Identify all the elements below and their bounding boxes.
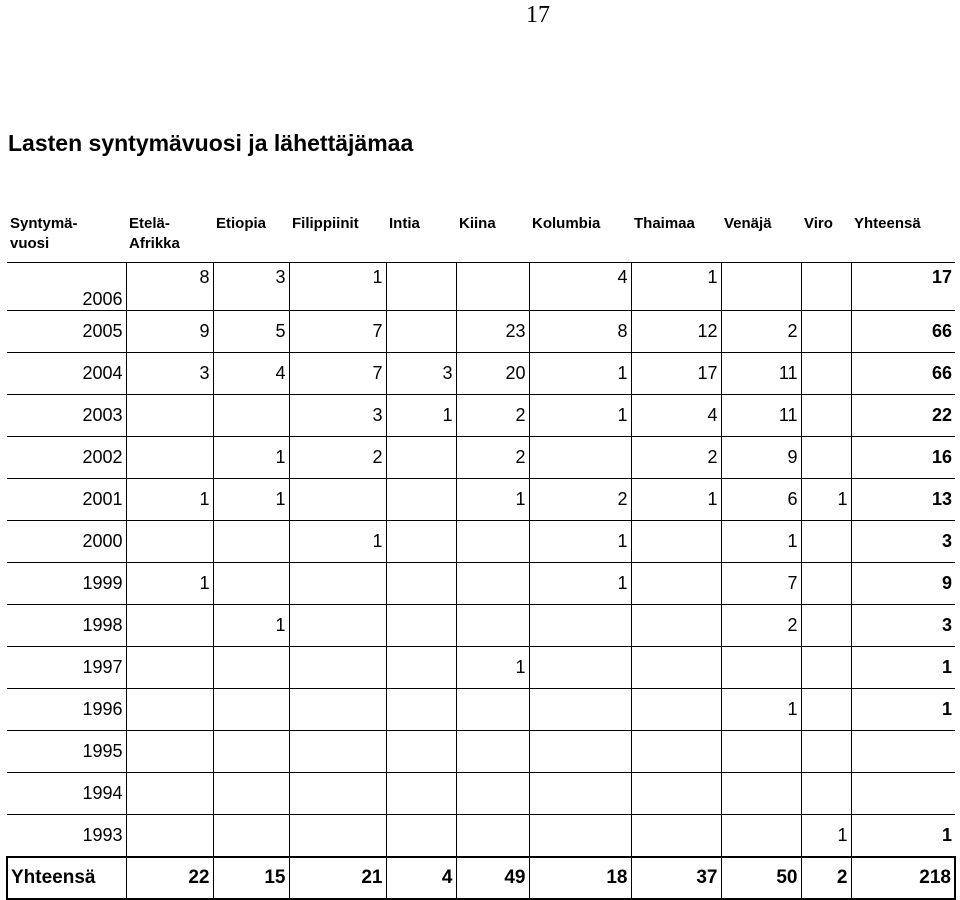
table-cell bbox=[126, 815, 213, 858]
table-cell bbox=[529, 815, 631, 858]
table-cell bbox=[529, 773, 631, 815]
table-cell bbox=[289, 647, 386, 689]
table-cell bbox=[126, 605, 213, 647]
table-cell: 2 bbox=[631, 437, 721, 479]
table-cell bbox=[631, 521, 721, 563]
header-label: Etelä- Afrikka bbox=[129, 215, 180, 252]
header-birth-year bbox=[7, 212, 126, 263]
total-cell: 50 bbox=[721, 857, 801, 899]
row-total: 3 bbox=[851, 605, 955, 647]
table-cell: 7 bbox=[289, 311, 386, 353]
table-cell bbox=[289, 689, 386, 731]
table-cell: 8 bbox=[529, 311, 631, 353]
table-cell: 3 bbox=[126, 353, 213, 395]
total-cell: 4 bbox=[386, 857, 456, 899]
table-cell bbox=[456, 815, 529, 858]
table-cell bbox=[386, 647, 456, 689]
page-title: Lasten syntymävuosi ja lähettäjämaa bbox=[8, 130, 414, 156]
table-cell bbox=[386, 773, 456, 815]
table-cell bbox=[213, 815, 289, 858]
table-cell: 4 bbox=[631, 395, 721, 437]
table-cell bbox=[529, 647, 631, 689]
table-cell: 12 bbox=[631, 311, 721, 353]
table-cell bbox=[456, 521, 529, 563]
table-cell: 7 bbox=[721, 563, 801, 605]
table-body bbox=[7, 263, 955, 858]
table-cell: 2 bbox=[529, 479, 631, 521]
total-cell: 49 bbox=[456, 857, 529, 899]
table-cell bbox=[631, 815, 721, 858]
table-cell bbox=[386, 521, 456, 563]
table-cell: 11 bbox=[721, 353, 801, 395]
table-cell bbox=[456, 773, 529, 815]
row-total: 66 bbox=[851, 353, 955, 395]
table-cell bbox=[386, 689, 456, 731]
page-number: 17 bbox=[526, 2, 550, 28]
table-cell bbox=[289, 773, 386, 815]
table-cell bbox=[456, 563, 529, 605]
table-cell bbox=[213, 773, 289, 815]
row-year: 1993 bbox=[7, 815, 126, 858]
table-cell bbox=[386, 311, 456, 353]
table-row bbox=[7, 605, 955, 647]
table-cell: 9 bbox=[126, 311, 213, 353]
header-estonia: Viro bbox=[804, 215, 833, 232]
table-cell: 4 bbox=[529, 263, 631, 311]
total-cell: 18 bbox=[529, 857, 631, 899]
table-row bbox=[7, 689, 955, 731]
table-cell: 1 bbox=[456, 479, 529, 521]
row-total: 1 bbox=[851, 689, 955, 731]
table-cell bbox=[126, 647, 213, 689]
row-year: 2001 bbox=[7, 479, 126, 521]
table-cell bbox=[801, 563, 851, 605]
row-year: 1997 bbox=[7, 647, 126, 689]
table-cell bbox=[213, 731, 289, 773]
table-cell: 2 bbox=[456, 437, 529, 479]
table-row bbox=[7, 521, 955, 563]
table-cell bbox=[801, 395, 851, 437]
row-total: 1 bbox=[851, 647, 955, 689]
table-cell bbox=[631, 731, 721, 773]
table-cell: 3 bbox=[289, 395, 386, 437]
table-cell bbox=[126, 395, 213, 437]
table-cell bbox=[721, 731, 801, 773]
table-cell bbox=[801, 353, 851, 395]
table-cell bbox=[631, 689, 721, 731]
table-cell bbox=[289, 815, 386, 858]
table-cell bbox=[213, 521, 289, 563]
table-cell: 1 bbox=[289, 521, 386, 563]
table-cell bbox=[289, 605, 386, 647]
table-cell bbox=[631, 563, 721, 605]
table-cell bbox=[529, 605, 631, 647]
table-row bbox=[7, 479, 955, 521]
table-row bbox=[7, 311, 955, 353]
table-cell bbox=[801, 263, 851, 311]
table-cell bbox=[386, 731, 456, 773]
table-cell: 1 bbox=[126, 479, 213, 521]
table-cell bbox=[801, 521, 851, 563]
table-cell: 1 bbox=[801, 479, 851, 521]
table-cell bbox=[289, 479, 386, 521]
row-total bbox=[851, 731, 955, 773]
total-cell: 2 bbox=[801, 857, 851, 899]
header-total: Yhteensä bbox=[854, 215, 921, 232]
table-row bbox=[7, 731, 955, 773]
table-cell: 1 bbox=[721, 521, 801, 563]
table-cell bbox=[126, 437, 213, 479]
table-cell bbox=[529, 731, 631, 773]
table-cell: 1 bbox=[801, 815, 851, 858]
header-philippines: Filippiinit bbox=[292, 215, 359, 232]
table-row bbox=[7, 647, 955, 689]
row-year: 1999 bbox=[7, 563, 126, 605]
table-cell bbox=[456, 731, 529, 773]
header-ethiopia: Etiopia bbox=[216, 215, 267, 232]
table-cell: 5 bbox=[213, 311, 289, 353]
table-cell: 17 bbox=[631, 353, 721, 395]
row-total: 66 bbox=[851, 311, 955, 353]
table-cell: 1 bbox=[213, 605, 289, 647]
table-cell bbox=[126, 731, 213, 773]
table-cell bbox=[386, 563, 456, 605]
row-year: 2003 bbox=[7, 395, 126, 437]
table-cell bbox=[529, 689, 631, 731]
table-cell bbox=[213, 395, 289, 437]
table-cell: 1 bbox=[721, 689, 801, 731]
row-year: 1994 bbox=[7, 773, 126, 815]
row-year: 2005 bbox=[7, 311, 126, 353]
table-cell bbox=[386, 263, 456, 311]
table-row bbox=[7, 353, 955, 395]
table-cell bbox=[721, 773, 801, 815]
table-cell: 1 bbox=[126, 563, 213, 605]
table-cell bbox=[801, 311, 851, 353]
row-year: 2004 bbox=[7, 353, 126, 395]
statistics-table bbox=[6, 212, 956, 900]
table-row bbox=[7, 773, 955, 815]
header-china: Kiina bbox=[459, 215, 496, 232]
total-cell: 22 bbox=[126, 857, 213, 899]
table-cell: 1 bbox=[529, 563, 631, 605]
table-cell bbox=[721, 647, 801, 689]
table-cell bbox=[456, 689, 529, 731]
table-cell bbox=[126, 773, 213, 815]
table-cell: 1 bbox=[213, 437, 289, 479]
table-row bbox=[7, 815, 955, 858]
header-row bbox=[7, 212, 955, 263]
table-cell bbox=[631, 605, 721, 647]
table-cell: 8 bbox=[126, 263, 213, 311]
table-cell: 3 bbox=[213, 263, 289, 311]
total-cell: 21 bbox=[289, 857, 386, 899]
table-cell bbox=[456, 263, 529, 311]
table-cell bbox=[801, 689, 851, 731]
row-total: 3 bbox=[851, 521, 955, 563]
table-cell bbox=[386, 437, 456, 479]
header-russia: Venäjä bbox=[724, 215, 772, 232]
header-thailand: Thaimaa bbox=[634, 215, 695, 232]
table-cell bbox=[801, 647, 851, 689]
table-row bbox=[7, 263, 955, 311]
table-cell: 2 bbox=[456, 395, 529, 437]
row-year: 1998 bbox=[7, 605, 126, 647]
table-cell: 4 bbox=[213, 353, 289, 395]
table-cell: 2 bbox=[721, 311, 801, 353]
table-cell: 3 bbox=[386, 353, 456, 395]
table-row bbox=[7, 563, 955, 605]
total-cell: 37 bbox=[631, 857, 721, 899]
table-cell: 1 bbox=[289, 263, 386, 311]
table-cell bbox=[126, 689, 213, 731]
table-cell: 20 bbox=[456, 353, 529, 395]
table-cell bbox=[213, 689, 289, 731]
row-year: 1996 bbox=[7, 689, 126, 731]
totals-row bbox=[7, 857, 955, 899]
table-cell: 1 bbox=[631, 263, 721, 311]
row-year: 2006 bbox=[7, 263, 126, 311]
row-year: 2002 bbox=[7, 437, 126, 479]
row-total: 16 bbox=[851, 437, 955, 479]
table-cell bbox=[721, 815, 801, 858]
row-total: 1 bbox=[851, 815, 955, 858]
table-cell: 6 bbox=[721, 479, 801, 521]
row-year: 2000 bbox=[7, 521, 126, 563]
table-cell: 1 bbox=[386, 395, 456, 437]
table-cell bbox=[801, 605, 851, 647]
header-india: Intia bbox=[389, 215, 420, 232]
row-total: 9 bbox=[851, 563, 955, 605]
table-cell bbox=[801, 731, 851, 773]
table-cell bbox=[213, 647, 289, 689]
header-south-africa bbox=[126, 212, 213, 263]
header-label: Syntymä- vuosi bbox=[10, 215, 78, 252]
table-cell: 1 bbox=[529, 395, 631, 437]
table-cell bbox=[289, 731, 386, 773]
row-total bbox=[851, 773, 955, 815]
table-cell: 1 bbox=[631, 479, 721, 521]
header-colombia: Kolumbia bbox=[532, 215, 601, 232]
table-cell: 9 bbox=[721, 437, 801, 479]
table-cell: 2 bbox=[721, 605, 801, 647]
table-cell bbox=[529, 437, 631, 479]
row-total: 17 bbox=[851, 263, 955, 311]
table-cell bbox=[289, 563, 386, 605]
table-cell bbox=[721, 263, 801, 311]
table-cell: 23 bbox=[456, 311, 529, 353]
table-cell: 7 bbox=[289, 353, 386, 395]
table-cell bbox=[213, 563, 289, 605]
table-cell: 1 bbox=[213, 479, 289, 521]
table-cell bbox=[801, 437, 851, 479]
table-cell bbox=[801, 773, 851, 815]
table-cell: 1 bbox=[456, 647, 529, 689]
total-cell: 15 bbox=[213, 857, 289, 899]
table-cell bbox=[386, 479, 456, 521]
table-row bbox=[7, 395, 955, 437]
row-total: 13 bbox=[851, 479, 955, 521]
table-cell: 1 bbox=[529, 521, 631, 563]
table-cell bbox=[631, 773, 721, 815]
grand-total: 218 bbox=[851, 857, 955, 899]
row-year: 1995 bbox=[7, 731, 126, 773]
table-cell: 1 bbox=[529, 353, 631, 395]
table-cell bbox=[631, 647, 721, 689]
totals-label: Yhteensä bbox=[7, 857, 126, 899]
row-total: 22 bbox=[851, 395, 955, 437]
table-cell: 2 bbox=[289, 437, 386, 479]
table-row bbox=[7, 437, 955, 479]
table-cell bbox=[386, 815, 456, 858]
table-cell bbox=[456, 605, 529, 647]
table-cell bbox=[386, 605, 456, 647]
table-cell bbox=[126, 521, 213, 563]
table-cell: 11 bbox=[721, 395, 801, 437]
